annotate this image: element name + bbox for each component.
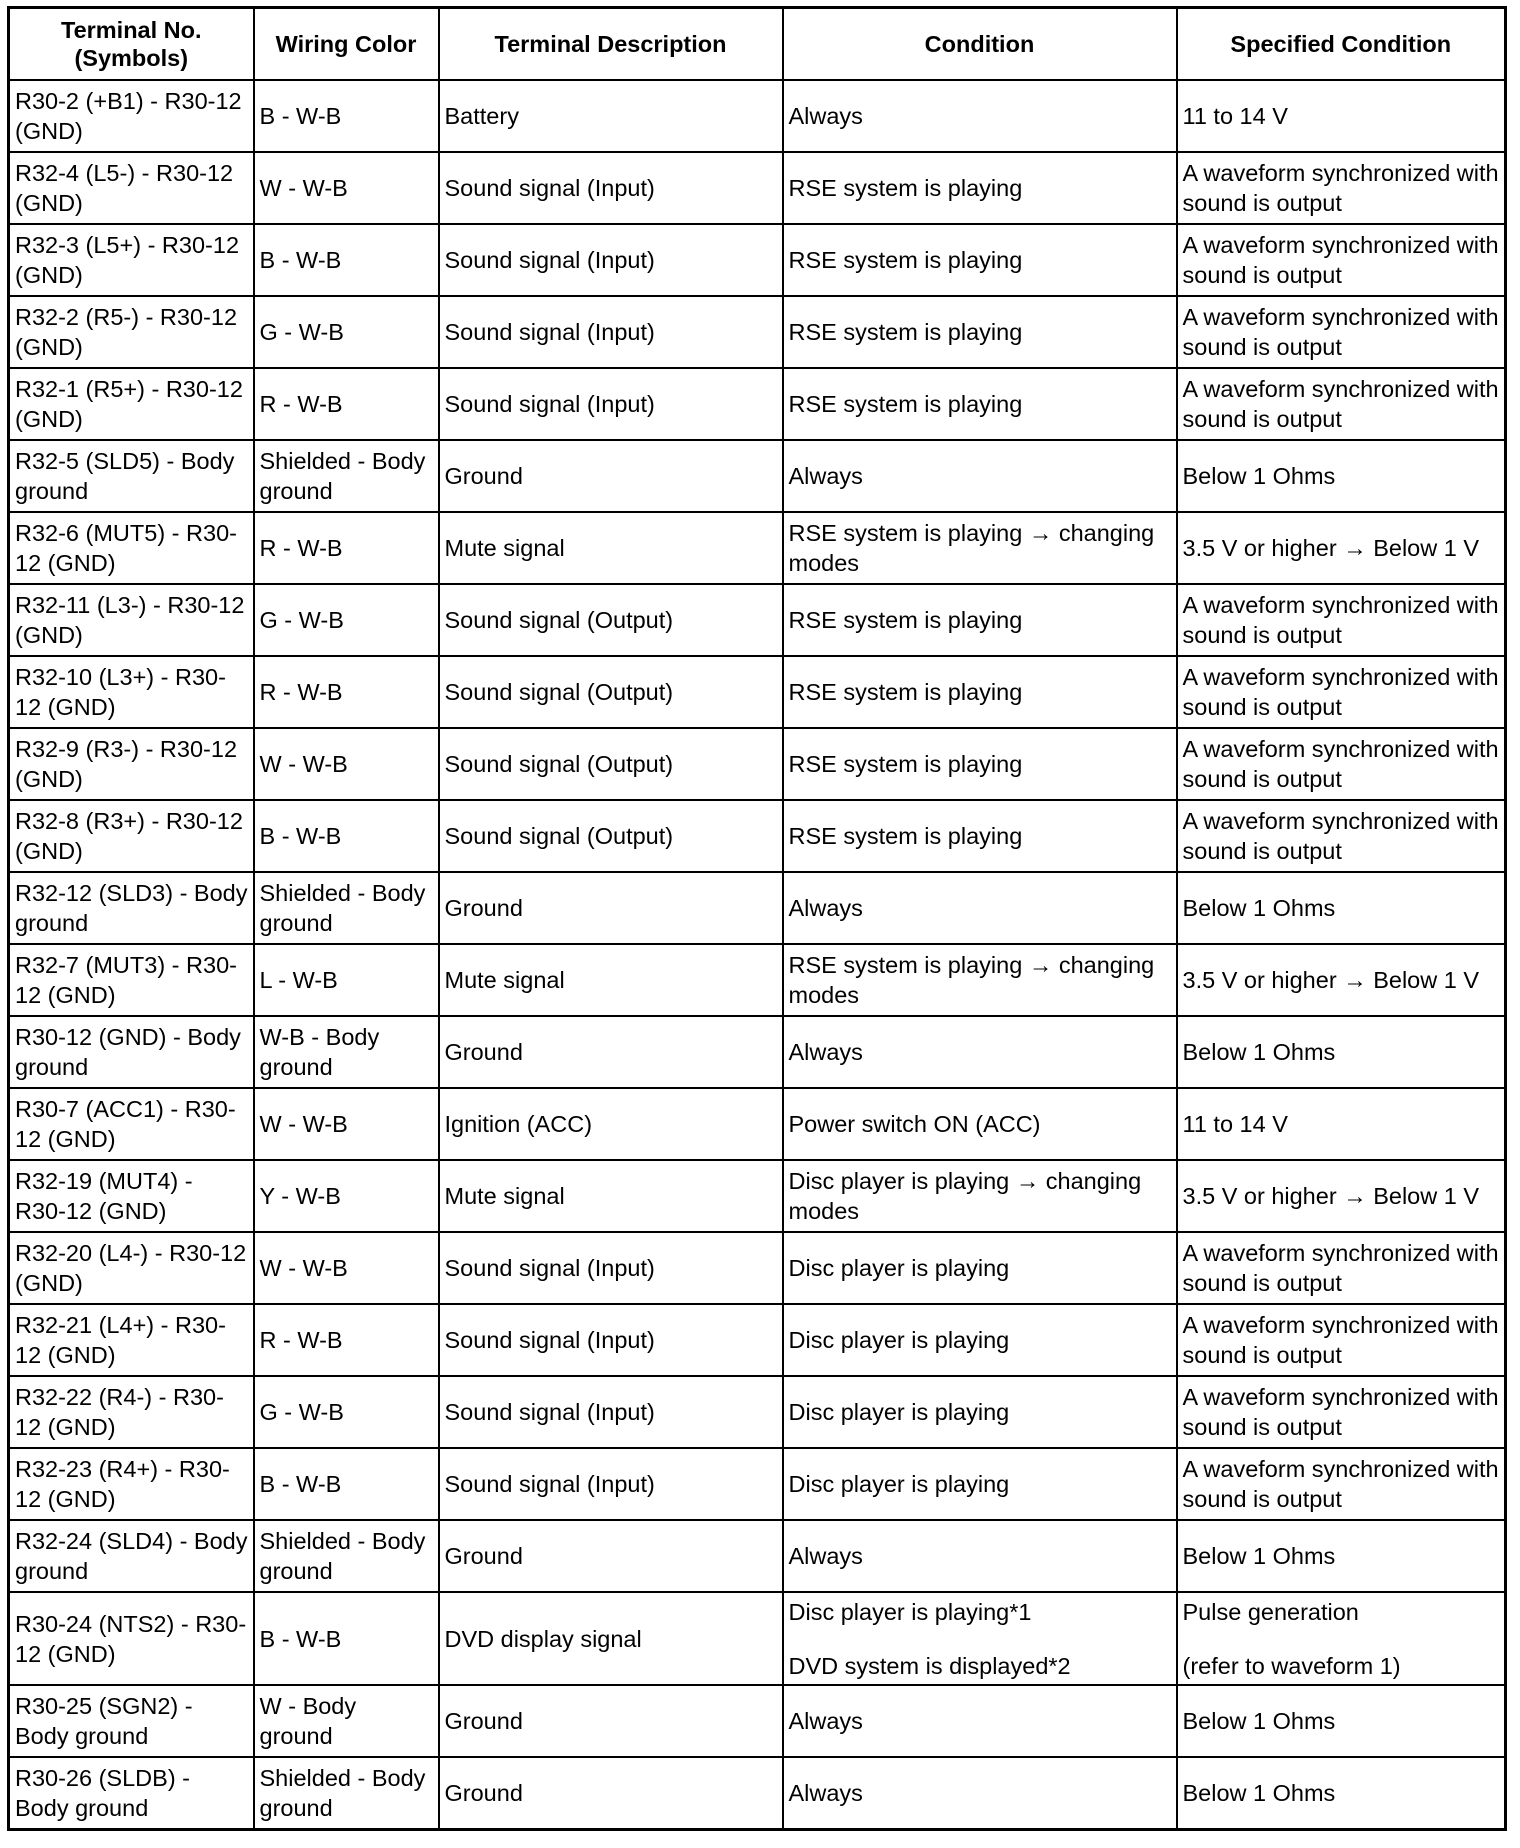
condition-cell xyxy=(783,1592,1177,1685)
condition-cell: Disc player is playing → changing modes xyxy=(783,1160,1177,1232)
specified-condition-cell: A waveform synchronized with sound is output xyxy=(1177,1448,1506,1520)
terminal-description-cell: Sound signal (Input) xyxy=(439,152,783,224)
table-row xyxy=(9,224,1506,296)
table-row xyxy=(9,1376,1506,1448)
condition-cell: RSE system is playing xyxy=(783,152,1177,224)
terminal-cell: R32-1 (R5+) - R30-12 (GND) xyxy=(9,368,254,440)
header-specified-condition: Specified Condition xyxy=(1177,8,1506,81)
terminal-cell: R32-12 (SLD3) - Body ground xyxy=(9,872,254,944)
specified-condition-cell: A waveform synchronized with sound is output xyxy=(1177,1376,1506,1448)
table-row xyxy=(9,1016,1506,1088)
terminal-cell: R32-10 (L3+) - R30-12 (GND) xyxy=(9,656,254,728)
terminal-description-cell: Ground xyxy=(439,1757,783,1830)
condition-cell: Always xyxy=(783,1757,1177,1830)
condition-cell: Disc player is playing xyxy=(783,1376,1177,1448)
wiring-color-cell: B - W-B xyxy=(254,80,439,152)
table-row xyxy=(9,80,1506,152)
condition-cell: RSE system is playing xyxy=(783,656,1177,728)
wiring-color-cell: L - W-B xyxy=(254,944,439,1016)
table-row xyxy=(9,1520,1506,1592)
terminal-description-cell: Sound signal (Input) xyxy=(439,224,783,296)
specified-condition-cell: Below 1 Ohms xyxy=(1177,1685,1506,1757)
wiring-color-cell: R - W-B xyxy=(254,656,439,728)
specified-condition-cell xyxy=(1177,1592,1506,1685)
table-row xyxy=(9,800,1506,872)
wiring-color-cell: Shielded - Body ground xyxy=(254,1757,439,1830)
specified-condition-cell: A waveform synchronized with sound is output xyxy=(1177,800,1506,872)
specified-condition-cell: A waveform synchronized with sound is output xyxy=(1177,152,1506,224)
condition-cell: Always xyxy=(783,440,1177,512)
table-row xyxy=(9,1304,1506,1376)
specified-condition-cell: Below 1 Ohms xyxy=(1177,872,1506,944)
wiring-color-cell: W - W-B xyxy=(254,1232,439,1304)
wiring-color-cell: B - W-B xyxy=(254,1592,439,1685)
terminal-description-cell: Ground xyxy=(439,1685,783,1757)
condition-cell: RSE system is playing xyxy=(783,368,1177,440)
terminal-cell: R30-24 (NTS2) - R30-12 (GND) xyxy=(9,1592,254,1685)
terminal-description-cell: Ignition (ACC) xyxy=(439,1088,783,1160)
terminal-description-cell: Battery xyxy=(439,80,783,152)
terminal-description-cell: DVD display signal xyxy=(439,1592,783,1685)
header-row xyxy=(9,8,1506,81)
specified-condition-cell: 3.5 V or higher → Below 1 V xyxy=(1177,944,1506,1016)
table-row xyxy=(9,152,1506,224)
table-row xyxy=(9,1685,1506,1757)
terminal-description-cell: Sound signal (Output) xyxy=(439,584,783,656)
condition-cell: RSE system is playing → changing modes xyxy=(783,512,1177,584)
terminal-description-cell: Ground xyxy=(439,440,783,512)
condition-cell-line: Disc player is playing*1 xyxy=(788,1598,1032,1625)
terminal-cell: R32-21 (L4+) - R30-12 (GND) xyxy=(9,1304,254,1376)
specified-condition-cell: Below 1 Ohms xyxy=(1177,1520,1506,1592)
table-row xyxy=(9,1232,1506,1304)
terminal-cell: R30-7 (ACC1) - R30-12 (GND) xyxy=(9,1088,254,1160)
terminal-description-cell: Ground xyxy=(439,1520,783,1592)
condition-cell: RSE system is playing xyxy=(783,800,1177,872)
terminal-description-cell: Sound signal (Input) xyxy=(439,368,783,440)
wiring-color-cell: Shielded - Body ground xyxy=(254,872,439,944)
wiring-color-cell: Shielded - Body ground xyxy=(254,1520,439,1592)
wiring-color-cell: G - W-B xyxy=(254,1376,439,1448)
terminal-cell: R32-4 (L5-) - R30-12 (GND) xyxy=(9,152,254,224)
condition-cell: Always xyxy=(783,1520,1177,1592)
condition-cell: RSE system is playing xyxy=(783,224,1177,296)
wiring-color-cell: R - W-B xyxy=(254,512,439,584)
terminal-description-cell: Mute signal xyxy=(439,1160,783,1232)
specified-condition-cell: A waveform synchronized with sound is output xyxy=(1177,296,1506,368)
terminal-spec-sheet xyxy=(7,6,1504,1840)
specified-condition-cell: A waveform synchronized with sound is output xyxy=(1177,584,1506,656)
wiring-color-cell: W-B - Body ground xyxy=(254,1016,439,1088)
specified-condition-cell: A waveform synchronized with sound is output xyxy=(1177,224,1506,296)
terminal-table xyxy=(7,6,1507,1831)
terminal-cell: R32-19 (MUT4) - R30-12 (GND) xyxy=(9,1160,254,1232)
terminal-description-cell: Sound signal (Input) xyxy=(439,1304,783,1376)
specified-condition-cell: A waveform synchronized with sound is output xyxy=(1177,1232,1506,1304)
terminal-description-cell: Sound signal (Input) xyxy=(439,1448,783,1520)
terminal-description-cell: Ground xyxy=(439,872,783,944)
terminal-cell: R32-20 (L4-) - R30-12 (GND) xyxy=(9,1232,254,1304)
condition-cell: RSE system is playing → changing modes xyxy=(783,944,1177,1016)
wiring-color-cell: W - W-B xyxy=(254,152,439,224)
wiring-color-cell: G - W-B xyxy=(254,296,439,368)
specified-condition-cell: Below 1 Ohms xyxy=(1177,440,1506,512)
condition-cell: Disc player is playing xyxy=(783,1304,1177,1376)
table-row xyxy=(9,368,1506,440)
condition-cell: Power switch ON (ACC) xyxy=(783,1088,1177,1160)
terminal-description-cell: Mute signal xyxy=(439,944,783,1016)
specified-condition-cell: 11 to 14 V xyxy=(1177,1088,1506,1160)
wiring-color-cell: Y - W-B xyxy=(254,1160,439,1232)
terminal-description-cell: Sound signal (Output) xyxy=(439,800,783,872)
terminal-description-cell: Sound signal (Input) xyxy=(439,1376,783,1448)
specified-condition-cell: 3.5 V or higher → Below 1 V xyxy=(1177,512,1506,584)
specified-condition-cell: A waveform synchronized with sound is output xyxy=(1177,1304,1506,1376)
table-row xyxy=(9,656,1506,728)
condition-cell: Always xyxy=(783,80,1177,152)
terminal-description-cell: Sound signal (Output) xyxy=(439,728,783,800)
specified-condition-cell: 3.5 V or higher → Below 1 V xyxy=(1177,1160,1506,1232)
condition-cell: Always xyxy=(783,872,1177,944)
header-wiring-color: Wiring Color xyxy=(254,8,439,81)
terminal-description-cell: Sound signal (Input) xyxy=(439,1232,783,1304)
table-row xyxy=(9,872,1506,944)
table-row xyxy=(9,1757,1506,1830)
terminal-description-cell: Ground xyxy=(439,1016,783,1088)
wiring-color-cell: B - W-B xyxy=(254,800,439,872)
table-row xyxy=(9,728,1506,800)
specified-condition-cell: A waveform synchronized with sound is output xyxy=(1177,656,1506,728)
specified-condition-cell: Below 1 Ohms xyxy=(1177,1757,1506,1830)
terminal-cell: R32-7 (MUT3) - R30-12 (GND) xyxy=(9,944,254,1016)
wiring-color-cell: W - Body ground xyxy=(254,1685,439,1757)
condition-cell: Always xyxy=(783,1016,1177,1088)
wiring-color-cell: B - W-B xyxy=(254,1448,439,1520)
terminal-cell: R32-6 (MUT5) - R30-12 (GND) xyxy=(9,512,254,584)
terminal-cell: R30-12 (GND) - Body ground xyxy=(9,1016,254,1088)
terminal-cell: R32-3 (L5+) - R30-12 (GND) xyxy=(9,224,254,296)
wiring-color-cell: G - W-B xyxy=(254,584,439,656)
terminal-cell: R32-22 (R4-) - R30-12 (GND) xyxy=(9,1376,254,1448)
header-terminal-description: Terminal Description xyxy=(439,8,783,81)
terminal-cell: R30-26 (SLDB) - Body ground xyxy=(9,1757,254,1830)
table-body xyxy=(9,80,1506,1830)
terminal-cell: R32-23 (R4+) - R30-12 (GND) xyxy=(9,1448,254,1520)
terminal-cell: R30-25 (SGN2) - Body ground xyxy=(9,1685,254,1757)
table-row xyxy=(9,512,1506,584)
terminal-description-cell: Sound signal (Input) xyxy=(439,296,783,368)
terminal-cell: R32-11 (L3-) - R30-12 (GND) xyxy=(9,584,254,656)
table-row xyxy=(9,440,1506,512)
specified-condition-cell: A waveform synchronized with sound is output xyxy=(1177,368,1506,440)
wiring-color-cell: B - W-B xyxy=(254,224,439,296)
wiring-color-cell: W - W-B xyxy=(254,1088,439,1160)
table-row xyxy=(9,1088,1506,1160)
condition-cell: Always xyxy=(783,1685,1177,1757)
table-row xyxy=(9,944,1506,1016)
specified-condition-cell-line: (refer to waveform 1) xyxy=(1182,1652,1401,1679)
header-terminal-no: Terminal No. (Symbols) xyxy=(9,8,254,81)
specified-condition-cell: 11 to 14 V xyxy=(1177,80,1506,152)
table-row xyxy=(9,296,1506,368)
wiring-color-cell: Shielded - Body ground xyxy=(254,440,439,512)
specified-condition-cell-line: Pulse generation xyxy=(1182,1598,1359,1625)
terminal-cell: R32-8 (R3+) - R30-12 (GND) xyxy=(9,800,254,872)
condition-cell: Disc player is playing xyxy=(783,1448,1177,1520)
terminal-cell: R32-24 (SLD4) - Body ground xyxy=(9,1520,254,1592)
table-header xyxy=(9,8,1506,81)
table-row xyxy=(9,1448,1506,1520)
table-row xyxy=(9,1160,1506,1232)
terminal-description-cell: Mute signal xyxy=(439,512,783,584)
terminal-cell: R32-2 (R5-) - R30-12 (GND) xyxy=(9,296,254,368)
condition-cell: Disc player is playing xyxy=(783,1232,1177,1304)
terminal-description-cell: Sound signal (Output) xyxy=(439,656,783,728)
terminal-cell: R32-9 (R3-) - R30-12 (GND) xyxy=(9,728,254,800)
specified-condition-cell: A waveform synchronized with sound is output xyxy=(1177,728,1506,800)
terminal-cell: R32-5 (SLD5) - Body ground xyxy=(9,440,254,512)
terminal-cell: R30-2 (+B1) - R30-12 (GND) xyxy=(9,80,254,152)
table-row xyxy=(9,584,1506,656)
wiring-color-cell: R - W-B xyxy=(254,1304,439,1376)
wiring-color-cell: W - W-B xyxy=(254,728,439,800)
condition-cell-line: DVD system is displayed*2 xyxy=(788,1652,1071,1679)
specified-condition-cell: Below 1 Ohms xyxy=(1177,1016,1506,1088)
condition-cell: RSE system is playing xyxy=(783,728,1177,800)
table-row xyxy=(9,1592,1506,1685)
condition-cell: RSE system is playing xyxy=(783,296,1177,368)
header-condition: Condition xyxy=(783,8,1177,81)
condition-cell: RSE system is playing xyxy=(783,584,1177,656)
wiring-color-cell: R - W-B xyxy=(254,368,439,440)
